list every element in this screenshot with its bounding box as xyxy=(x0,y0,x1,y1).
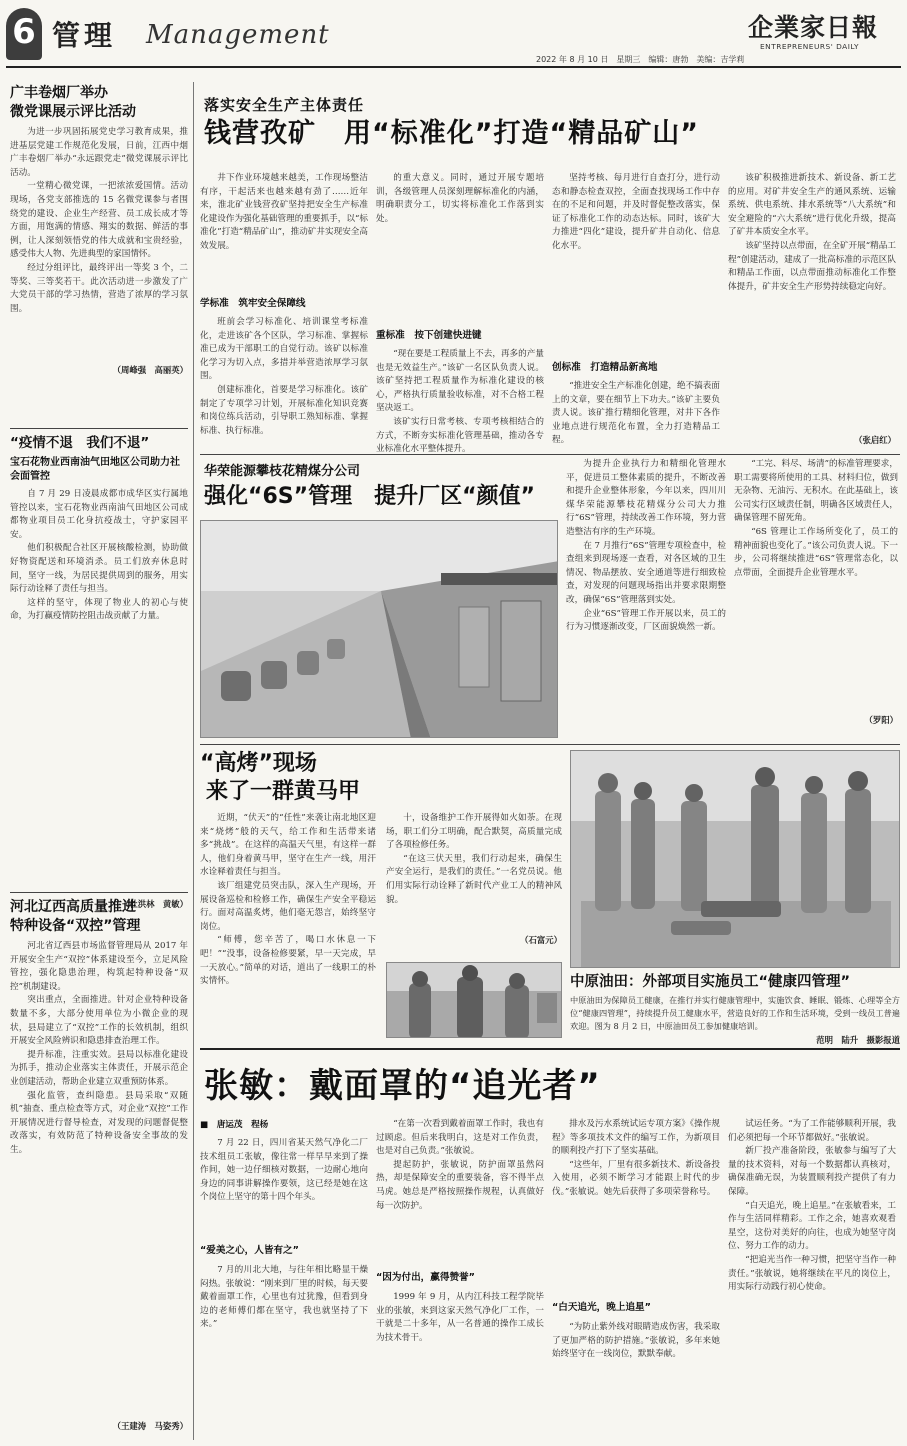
article-title: 钱营孜矿 用“标准化”打造“精品矿山” xyxy=(204,118,699,149)
article-column xyxy=(728,1118,896,1434)
paragraph: 7 月的川北大地，与往年相比略显干燥闷热。张敏说：“刚来到厂里的时候，每天要戴着面罩工作，心里也有过犹豫，但看到身边的老师傅们都在坚守，我也就坚持了下来。” xyxy=(200,1265,368,1330)
factory-corridor-photo xyxy=(200,520,558,738)
byline: （罗阳） xyxy=(864,715,898,725)
paragraph: 该矿积极推进新技术、新设备、新工艺的应用。对矿井安全生产的通风系统、运输系统、供电系统、排水系统等“八大系统”和安全避险的“六大系统”进行优化升级，提高了矿井本质安全水平。 xyxy=(728,173,896,238)
article-subheading: “爱美之心，人皆有之” xyxy=(200,1245,299,1256)
paragraph: 企业“6S”管理工作开展以来，员工的行为习惯逐渐改变，厂区面貌焕然一新。 xyxy=(566,608,726,633)
paragraph: 1999 年 9 月，从内江科技工程学院毕业的张敏，来到这家天然气净化厂工作，一干就是二十多年，从一名普通的操作工成长为技术骨干。 xyxy=(376,1292,544,1343)
article-subtitle: 宝石花物业西南油气田地区公司助力社会面管控 xyxy=(10,457,180,482)
date-line: 2022 年 8 月 10 日 星期三 编辑：唐勃 美编：吉学莉 xyxy=(536,55,745,64)
paragraph: 试运任务。“为了工作能够顺利开展，我们必须把每一个环节都做好。”张敏说。 xyxy=(728,1119,896,1143)
page-number: 6 xyxy=(12,12,36,52)
article-title: 张敏：戴面罩的“追光者” xyxy=(204,1066,601,1106)
article-column xyxy=(200,172,368,476)
article-title: “高烤”现场 xyxy=(200,751,317,776)
zhongyuan-caption xyxy=(570,972,900,1045)
section-title-en: Management xyxy=(146,20,330,50)
article-subheading: 创标准 打造精品新高地 xyxy=(552,362,658,373)
article-subheading: “白天追光，晚上追星” xyxy=(552,1302,651,1313)
paragraph: 经过分组评比，最终评出一等奖 3 个，二等奖、三等奖若干。此次活动进一步激发了广大党员干部的学习热情，营造了浓厚的学习氛围。 xyxy=(10,262,188,314)
article-zhangmin xyxy=(200,1052,900,1442)
paragraph: 7 月 22 日，四川省某天然气净化二厂技术组员工张敏，像往常一样早早来到了操作间，她一边仔细核对数据，一边耐心地向身边的同事讲解操作要领，这已经是她在这个岗位上坚守的第十四个年头。 xyxy=(200,1138,368,1203)
article-kicker: 落实安全生产主体责任 xyxy=(204,96,365,114)
article-column xyxy=(566,458,726,728)
paragraph: “把追光当作一种习惯，把坚守当作一种责任。”张敏说，她将继续在平凡的岗位上，用实际行动践行初心使命。 xyxy=(728,1254,896,1293)
divider xyxy=(10,892,188,893)
paragraph: “推进安全生产标准化创建，绝不搞表面上的文章，要在细节上下功夫。”该矿主要负责人说。该矿推行精细化管理，对井下各作业地点进行规范化布置，全力打造精品工程。 xyxy=(552,381,720,446)
paragraph: 这样的坚守，体现了物业人的初心与使命，为打赢疫情防控阻击战贡献了力量。 xyxy=(10,597,188,622)
paragraph: “6S 管理让工作场所变化了，员工的精神面貌也变化了。”该公司负责人说。下一步，公司将继续推进“6S”管理常态化，以点带面，全面提升企业管理水平。 xyxy=(734,526,898,578)
divider xyxy=(10,428,188,429)
paragraph: 自 7 月 29 日凌晨成都市成华区实行属地管控以来，宝石花物业西南油气田地区公司成都物业项目员工化身抗疫战士，守护家园平安。 xyxy=(10,489,188,540)
byline: （张启红） xyxy=(854,435,896,445)
paragraph: 提升标准，注重实效。县局以标准化建设为抓手，推动企业落实主体责任，开展示范企业创建活动，帮助企业建立双重预防体系。 xyxy=(10,1049,188,1087)
divider xyxy=(200,454,900,455)
paragraph: 为提升企业执行力和精细化管理水平，促进员工整体素质的提升，不断改善和提升企业整体形象，今年以来，四川川煤华荣能源攀枝花精煤分公司大力推行“6S”管理，持续改善工作环境，努力营造整洁有序的生产环境。 xyxy=(566,459,726,537)
article-subheading: “因为付出，赢得赞誉” xyxy=(376,1272,475,1283)
paragraph: 河北省辽西县市场监督管理局从 2017 年开展安全生产“双控”体系建设至今，立足风险管控，强化隐患治理，构筑起特种设备“双控”机制建设。 xyxy=(10,941,188,992)
article-kicker: 华荣能源攀枝花精煤分公司 xyxy=(204,464,361,479)
divider xyxy=(200,744,900,745)
zhongyuan-training-photo xyxy=(570,750,900,968)
article-column xyxy=(728,172,896,447)
article-column xyxy=(386,812,562,947)
paragraph: “工完、料尽、场清”的标准管理要求，职工需要将所使用的工具、材料归位，做到无杂物、无油污、无积水。在此基础上，该公司实行区域责任制，明确各区域责任人，确保管理不留死角。 xyxy=(734,459,898,524)
paragraph: 强化监管，查纠隐患。县局采取“双随机”抽查、重点检查等方式，对企业“双控”工作开展情况进行督导检查，对发现的问题督促整改落实，有效防范了特种设备安全事故的发生。 xyxy=(10,1090,188,1155)
paragraph: 新厂投产准备阶段，张敏参与编写了大量的技术资料，对每一个数据都认真核对，确保准确无误，为装置顺利投产提供了有力保障。 xyxy=(728,1146,896,1197)
article-column xyxy=(552,1118,720,1431)
article-column xyxy=(376,172,544,476)
paragraph: 该矿坚持以点带面，在全矿开展“精品工程”创建活动，建成了一批高标准的示范区队和精品工作面，以点带面推动标准化工作整体提升，矿井安全生产形势持续稳定向好。 xyxy=(728,240,896,292)
masthead-en: ENTREPRENEURS' DAILY xyxy=(760,42,860,51)
article-title: “疫情不退 我们不退” xyxy=(10,435,150,451)
article-6s xyxy=(200,458,900,740)
paragraph: 近期，“伏天”的“任性”来袭让南北地区迎来“烧烤”般的天气，给工作和生活带来诸多“挑战”。在这样的高温天气里，有这样一群人，他们身着黄马甲，坚守在生产一线，用汗水诠释着责任与担当。 xyxy=(200,813,376,878)
paragraph: 为进一步巩固拓展党史学习教育成果，推进基层党建工作规范化发展，日前，江西中烟广丰卷烟厂举办“永远跟党走”微党课展示评比活动。 xyxy=(10,127,188,178)
article-title: 强化“6S”管理 提升厂区“颜值” xyxy=(204,484,535,509)
paragraph: 突出重点，全面推进。针对企业特种设备数量不多，大部分使用单位为小微企业的现状，县局建立了“双控”工作的长效机制，组织开展安全风险辨识和隐患排查治理工作。 xyxy=(10,995,188,1047)
article-title: 微党课展示评比活动 xyxy=(10,104,136,120)
article-gaokao xyxy=(200,750,564,1040)
article-title: 来了一群黄马甲 xyxy=(206,779,361,804)
article-subheading: 重标准 按下创建快进键 xyxy=(376,330,482,341)
paragraph: “师傅，您辛苦了，喝口水休息一下吧！”“没事，设备检修要紧，早一天完成，早一天放心。”简单的对话，道出了一线职工的朴实情怀。 xyxy=(200,935,376,987)
byline: （石富元） xyxy=(520,935,562,945)
paragraph: “在第一次看到戴着面罩工作时，我也有过顾虑。但后来我明白，这是对工作负责，也是对自己负责。”张敏说。 xyxy=(376,1119,544,1157)
article-column xyxy=(376,1118,544,1431)
paragraph: “白天追光，晚上追星。”在张敏看来，工作与生活同样精彩。工作之余，她喜欢观看星空，这份对美好的向往，也成为她坚守岗位、努力工作的动力。 xyxy=(728,1200,896,1252)
page-header xyxy=(0,0,907,70)
paragraph: 的重大意义。同时，通过开展专题培训，各级管理人员深刻理解标准化的内涵，明确职责分工，切实将标准化工作落到实处。 xyxy=(376,173,544,224)
paragraph: 该矿实行日常考核、专项考核相结合的方式，不断夯实标准化管理基础，推动各专业标准化水平整体提升。 xyxy=(376,416,544,455)
header-rule xyxy=(6,66,901,68)
byline: （杜洪林 黄敏） xyxy=(121,899,188,909)
article-qianyingzi xyxy=(200,80,900,455)
article-hebei xyxy=(10,898,188,1433)
article-yiqing xyxy=(10,434,188,911)
byline: ■ 唐运茂 程杨 xyxy=(200,1120,269,1130)
paragraph: 坚持考核、每月进行自查打分，进行动态和静态检查双控，全面查找现场工作中存在的不足和问题，并及时督促整改落实，保证了标准化工作的动态达标。同时，该矿大力推进“四化”建设，提升矿井自动化、信息化水平。 xyxy=(552,173,720,251)
divider xyxy=(200,1048,900,1050)
paragraph: 十，设备维护工作开展得如火如荼。在现场，职工们分工明确，配合默契，高质量完成了各项检修任务。 xyxy=(386,813,562,851)
paragraph: 创建标准化，首要是学习标准化。该矿制定了专项学习计划，开展标准化知识竞赛和岗位练兵活动，引导职工熟知标准、掌握标准、执行标准。 xyxy=(200,384,368,436)
article-subheading: 学标准 筑牢安全保障线 xyxy=(200,298,306,309)
paragraph: 该厂组建党员突击队，深入生产现场，开展设备巡检和检修工作，确保生产安全平稳运行。面对高温炙烤，他们毫无怨言，始终坚守岗位。 xyxy=(200,880,376,932)
caption-text: 中原油田为保障员工健康，在推行并实行健康管理中，实施饮食、睡眠、锻炼、心理等全方位“健康四管理”，持续提升员工健康水平，营造良好的工作和生活环境，受到一线员工普遍欢迎。图为 8 月 2 日，中原油田员工参加健康培训。 xyxy=(570,995,900,1031)
article-guangfeng xyxy=(10,84,188,377)
article-column xyxy=(552,172,720,476)
photo-credit: 范明 陆升 摄影报道 xyxy=(816,1035,900,1045)
paragraph: 他们积极配合社区开展核酸检测，协助做好物资配送和环境消杀。员工们放弃休息时间，坚守一线，为居民提供周到的服务，用实际行动诠释了责任与担当。 xyxy=(10,543,188,595)
article-title: 特种设备“双控”管理 xyxy=(10,918,141,934)
paragraph: 井下作业环境越来越美，工作现场整洁有序，干起活来也越来越有劲了……近年来，淮北矿业钱营孜矿坚持把安全生产标准化建设作为强化基础管理的重要抓手，以“标准化”打造“精品矿山”，推动矿井实现安全高效发展。 xyxy=(200,173,368,251)
workers-photo xyxy=(386,962,562,1038)
caption-title: 中原油田：外部项目实施员工“健康四管理” xyxy=(570,974,851,990)
byline: （周峰强 高丽英） xyxy=(112,365,188,375)
paragraph: “为防止紫外线对眼睛造成伤害，我采取了更加严格的防护措施。”张敏说，多年来她始终坚守在一线岗位，默默奉献。 xyxy=(552,1322,720,1360)
article-title: 河北辽西高质量推进 xyxy=(10,899,136,915)
left-column-divider xyxy=(193,82,194,1440)
paragraph: 班前会学习标准化、培训课堂考标准化，走进该矿各个区队，学习标准、掌握标准已成为干部职工的自觉行动。该矿以标准化学习为切入点，多措并举营造浓厚学习氛围。 xyxy=(200,317,368,382)
article-column xyxy=(200,812,376,1036)
paragraph: 排水及污水系统试运专项方案》《操作规程》等多项技术文件的编写工作，为新项目的顺利投产打下了坚实基础。 xyxy=(552,1119,720,1157)
section-title-cn: 管理 xyxy=(52,19,117,52)
paragraph: 一堂精心微党课，一把浓浓爱国情。活动现场，各党支部推选的 15 名微党课参与者围绕党的建设、企业生产经营、员工成长成才等方面，用饱满的情感、翔实的数据、鲜活的事例，让人深刻领悟党的伟大成就和宝贵经验，感受伟大人物、先进典型的家国情怀。 xyxy=(10,181,188,260)
paragraph: “在这三伏天里，我们行动起来，确保生产安全运行，是我们的责任。”一名党员说。他们用实际行动诠释了新时代产业工人的精神风貌。 xyxy=(386,853,562,905)
article-column xyxy=(200,1118,368,1434)
paragraph: 在 7 月推行“6S”管理专项检查中，检查组来到现场逐一查看，对各区域的卫生情况、物品摆放、安全通道等进行细致检查，对发现的问题现场指出并要求限期整改，确保“6S”管理落到实处。 xyxy=(566,540,726,605)
paragraph: “这些年，厂里有很多新技术、新设备投入使用，必须不断学习才能跟上时代的步伐。”张敏说。她先后获得了多项荣誉称号。 xyxy=(552,1159,720,1197)
masthead-logo: 企業家日報 xyxy=(748,13,879,42)
paragraph: “现在要是工程质量上不去，再多的产量也是无效益生产。”该矿一名区队负责人说。该矿坚持把工程质量作为标准化建设的核心，严格执行质量验收标准，对不合格工程坚决返工。 xyxy=(376,349,544,414)
paragraph: 提起防护，张敏说，防护面罩虽然闷热，却是保障安全的重要装备，容不得半点马虎。她总是严格按照操作规程，认真做好每一次防护。 xyxy=(376,1159,544,1211)
byline: （王建涛 马姿秀） xyxy=(112,1421,188,1431)
article-title: 广丰卷烟厂举办 xyxy=(10,85,108,101)
article-column xyxy=(734,458,898,727)
